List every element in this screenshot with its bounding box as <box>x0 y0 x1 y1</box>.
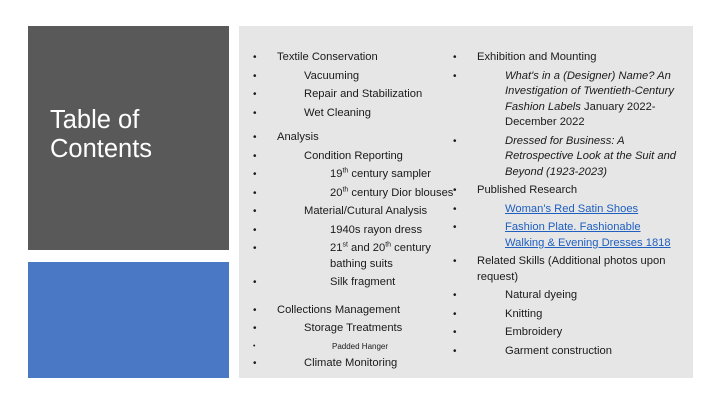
list-item: • Natural dyeing <box>465 288 680 304</box>
title-panel <box>28 26 229 250</box>
list-item <box>465 220 680 251</box>
list-item: • Collections Management <box>265 303 470 319</box>
list-item: • Vacuuming <box>265 69 470 85</box>
list-item <box>465 202 680 218</box>
list-item: • What's in a (Designer) Name? An Investigation of Twentieth-Century Fashion Labels January 2022-December 2022 <box>465 69 680 131</box>
list-item: • Textile Conservation <box>265 50 470 66</box>
slide-title: Table of Contents <box>50 106 153 163</box>
list-item: • Climate Monitoring <box>265 356 470 372</box>
publication-link[interactable]: Fashion Plate. Fashionable Walking & Evening Dresses 1818 <box>505 221 671 249</box>
list-item: • Related Skills (Additional photos upon request) <box>465 254 680 285</box>
list-item: • Material/Cutural Analysis <box>265 204 470 220</box>
list-item: • Exhibition and Mounting <box>465 50 680 66</box>
list-item: • Storage Treatments <box>265 321 470 337</box>
list-item: • Dressed for Business: A Retrospective Look at the Suit and Beyond (1923-2023) <box>465 134 680 181</box>
list-item: • Condition Reporting <box>265 149 470 165</box>
publication-link[interactable]: Woman's Red Satin Shoes <box>505 202 639 215</box>
list-item: • Garment construction <box>465 344 680 360</box>
content-panel <box>239 26 693 378</box>
list-item: • Analysis <box>265 130 470 146</box>
list-item: • Silk fragment <box>265 275 470 291</box>
list-item: • 21st and 20th century bathing suits <box>265 241 470 272</box>
list-item: • Knitting <box>465 307 680 323</box>
list-item: • Wet Cleaning <box>265 106 470 122</box>
list-item: • 19th century sampler <box>265 167 470 183</box>
list-item: • 20th century Dior blouses <box>265 186 470 202</box>
left-column <box>265 50 470 371</box>
list-item: • Padded Hanger <box>265 340 470 353</box>
right-column <box>465 50 680 359</box>
list-item: • Embroidery <box>465 325 680 341</box>
list-item: • 1940s rayon dress <box>265 223 470 239</box>
list-item: • Published Research <box>465 183 680 199</box>
list-item: • Repair and Stabilization <box>265 87 470 103</box>
accent-panel <box>28 262 229 378</box>
